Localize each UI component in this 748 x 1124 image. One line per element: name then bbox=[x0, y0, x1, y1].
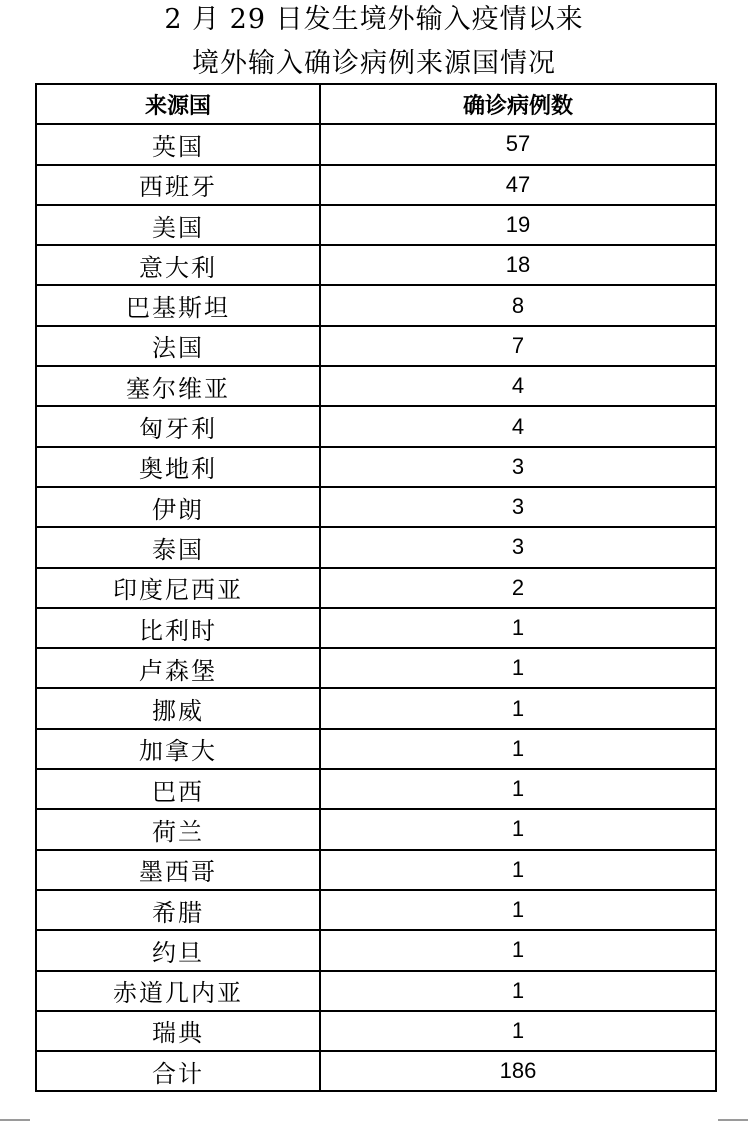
table-row bbox=[36, 124, 716, 164]
country-cell: 美国 bbox=[36, 205, 320, 245]
country-cell: 伊朗 bbox=[36, 487, 320, 527]
country-cell: 印度尼西亚 bbox=[36, 568, 320, 608]
country-cell: 英国 bbox=[36, 124, 320, 164]
case-count-cell: 3 bbox=[320, 487, 716, 527]
case-count-cell: 3 bbox=[320, 447, 716, 487]
country-cell: 巴西 bbox=[36, 769, 320, 809]
case-count-cell: 1 bbox=[320, 890, 716, 930]
country-column-header: 来源国 bbox=[36, 84, 320, 124]
country-cell: 泰国 bbox=[36, 527, 320, 567]
cases-by-country-table bbox=[35, 83, 717, 1092]
country-cell: 奥地利 bbox=[36, 447, 320, 487]
country-cell: 瑞典 bbox=[36, 1011, 320, 1051]
case-count-cell: 1 bbox=[320, 971, 716, 1011]
case-count-cell: 1 bbox=[320, 648, 716, 688]
case-count-cell: 1 bbox=[320, 1011, 716, 1051]
table-row bbox=[36, 688, 716, 728]
country-cell: 匈牙利 bbox=[36, 406, 320, 446]
total-row bbox=[36, 1051, 716, 1091]
case-count-cell: 57 bbox=[320, 124, 716, 164]
page-edge-mark-right bbox=[718, 1119, 748, 1121]
table-row bbox=[36, 850, 716, 890]
case-count-cell: 18 bbox=[320, 245, 716, 285]
table-row bbox=[36, 285, 716, 325]
case-count-cell: 1 bbox=[320, 729, 716, 769]
case-count-cell: 4 bbox=[320, 406, 716, 446]
case-count-cell: 1 bbox=[320, 850, 716, 890]
document-title-line-2: 境外输入确诊病例来源国情况 bbox=[192, 48, 556, 79]
country-cell: 赤道几内亚 bbox=[36, 971, 320, 1011]
table-row bbox=[36, 487, 716, 527]
table-row bbox=[36, 648, 716, 688]
table-row bbox=[36, 326, 716, 366]
table-body bbox=[36, 124, 716, 1051]
cases-column-header: 确诊病例数 bbox=[320, 84, 716, 124]
case-count-cell: 19 bbox=[320, 205, 716, 245]
table-row bbox=[36, 608, 716, 648]
table-row bbox=[36, 809, 716, 849]
table-row bbox=[36, 930, 716, 970]
table-row bbox=[36, 971, 716, 1011]
case-count-cell: 47 bbox=[320, 165, 716, 205]
table-row bbox=[36, 447, 716, 487]
page-edge-mark-left bbox=[0, 1119, 30, 1121]
country-cell: 希腊 bbox=[36, 890, 320, 930]
country-cell: 荷兰 bbox=[36, 809, 320, 849]
total-cases: 186 bbox=[320, 1051, 716, 1091]
country-cell: 墨西哥 bbox=[36, 850, 320, 890]
table-header-row bbox=[36, 84, 716, 124]
case-count-cell: 3 bbox=[320, 527, 716, 567]
country-cell: 意大利 bbox=[36, 245, 320, 285]
country-cell: 约旦 bbox=[36, 930, 320, 970]
country-cell: 加拿大 bbox=[36, 729, 320, 769]
case-count-cell: 1 bbox=[320, 688, 716, 728]
table-row bbox=[36, 729, 716, 769]
country-cell: 巴基斯坦 bbox=[36, 285, 320, 325]
country-cell: 挪威 bbox=[36, 688, 320, 728]
table-row bbox=[36, 165, 716, 205]
case-count-cell: 7 bbox=[320, 326, 716, 366]
table-row bbox=[36, 366, 716, 406]
country-cell: 比利时 bbox=[36, 608, 320, 648]
table-row bbox=[36, 527, 716, 567]
case-count-cell: 4 bbox=[320, 366, 716, 406]
case-count-cell: 1 bbox=[320, 769, 716, 809]
case-count-cell: 8 bbox=[320, 285, 716, 325]
table-row bbox=[36, 890, 716, 930]
table-row bbox=[36, 406, 716, 446]
country-cell: 西班牙 bbox=[36, 165, 320, 205]
case-count-cell: 2 bbox=[320, 568, 716, 608]
table-row bbox=[36, 205, 716, 245]
country-cell: 塞尔维亚 bbox=[36, 366, 320, 406]
table-row bbox=[36, 769, 716, 809]
case-count-cell: 1 bbox=[320, 608, 716, 648]
document-title-line-1: 2 月 29 日发生境外输入疫情以来 bbox=[164, 4, 584, 35]
case-count-cell: 1 bbox=[320, 809, 716, 849]
table-row bbox=[36, 1011, 716, 1051]
country-cell: 卢森堡 bbox=[36, 648, 320, 688]
table-row bbox=[36, 245, 716, 285]
table-row bbox=[36, 568, 716, 608]
total-label: 合计 bbox=[36, 1051, 320, 1091]
case-count-cell: 1 bbox=[320, 930, 716, 970]
country-cell: 法国 bbox=[36, 326, 320, 366]
